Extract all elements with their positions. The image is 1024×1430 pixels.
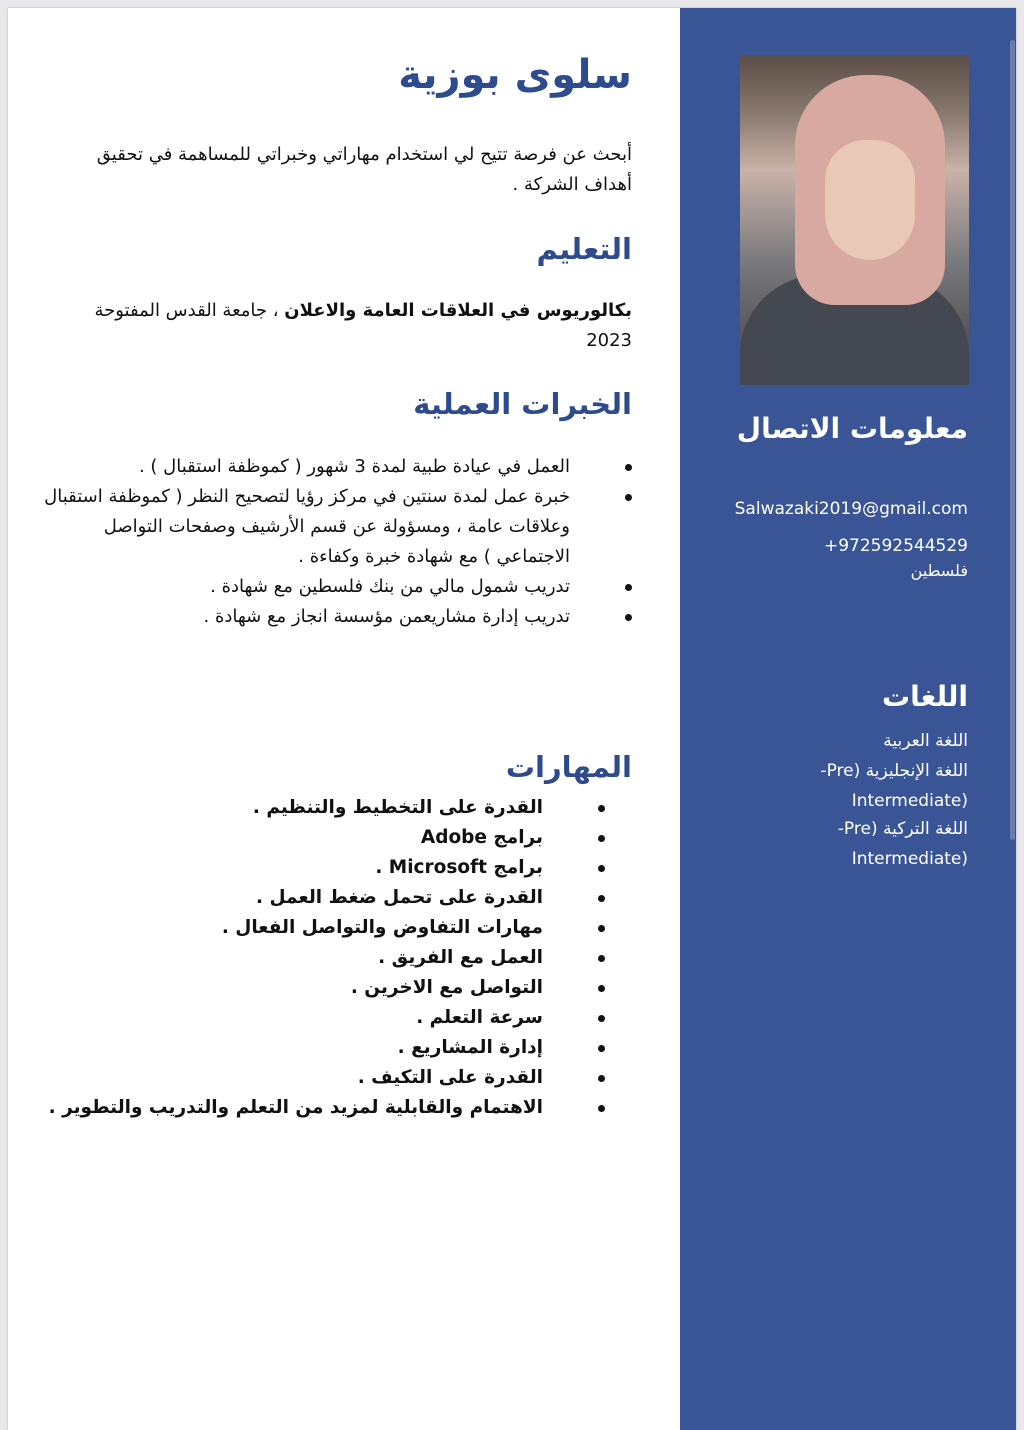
list-item: الاهتمام والقابلية لمزيد من التعلم والتدريب والتطوير . [40, 1093, 605, 1123]
profile-photo [740, 55, 969, 385]
education-entry [60, 296, 632, 356]
list-item: العمل في عيادة طبية لمدة 3 شهور ( كموظفة استقبال ) . [40, 452, 632, 482]
contact-phone: +972592544529 [823, 536, 968, 556]
list-item: مهارات التفاوض والتواصل الفعال . [40, 913, 605, 943]
list-item: القدرة على تحمل ضغط العمل . [40, 883, 605, 913]
list-item: خبرة عمل لمدة سنتين في مركز رؤيا لتصحيح النظر ( كموظفة استقبال وعلاقات عامة ، ومسؤولة عن قسم الأرشيف وصفحات التواصل الاجتماعي ) مع شهادة خبرة وكفاءة . [40, 482, 632, 572]
list-item: العمل مع الفريق . [40, 943, 605, 973]
experience-heading: الخبرات العملية [413, 387, 632, 421]
language-item: اللغة التركية (Pre- [837, 819, 968, 839]
language-item: اللغة العربية [883, 731, 968, 751]
education-heading: التعليم [536, 232, 632, 266]
list-item: التواصل مع الاخرين . [40, 973, 605, 1003]
language-item: Intermediate) [851, 791, 968, 811]
list-item: سرعة التعلم . [40, 1003, 605, 1033]
language-item: Intermediate) [851, 849, 968, 869]
list-item: القدرة على التخطيط والتنظيم . [40, 793, 605, 823]
list-item: برامج Adobe [40, 823, 605, 853]
list-item: تدريب إدارة مشاريعمن مؤسسة انجاز مع شهادة . [40, 602, 632, 632]
skills-list [40, 793, 605, 1123]
list-item: برامج Microsoft . [40, 853, 605, 883]
education-degree: بكالوريوس في العلاقات العامة والاعلان [284, 300, 632, 321]
list-item: تدريب شمول مالي من بنك فلسطين مع شهادة . [40, 572, 632, 602]
list-item: القدرة على التكيف . [40, 1063, 605, 1093]
languages-heading: اللغات [882, 680, 968, 713]
person-name: سلوى بوزية [398, 52, 632, 98]
contact-email: Salwazaki2019@gmail.com [734, 499, 968, 519]
contact-location: فلسطين [910, 561, 968, 580]
experience-list [40, 452, 632, 632]
education-institution: ، جامعة القدس المفتوحة 2023 [94, 300, 632, 351]
language-item: اللغة الإنجليزية (Pre- [820, 761, 968, 781]
scrollbar[interactable] [1010, 40, 1015, 840]
skills-heading: المهارات [505, 750, 632, 784]
contact-heading: معلومات الاتصال [736, 412, 968, 445]
objective-text: أبحث عن فرصة تتيح لي استخدام مهاراتي وخبراتي للمساهمة في تحقيق أهداف الشركة . [96, 144, 632, 195]
list-item: إدارة المشاريع . [40, 1033, 605, 1063]
